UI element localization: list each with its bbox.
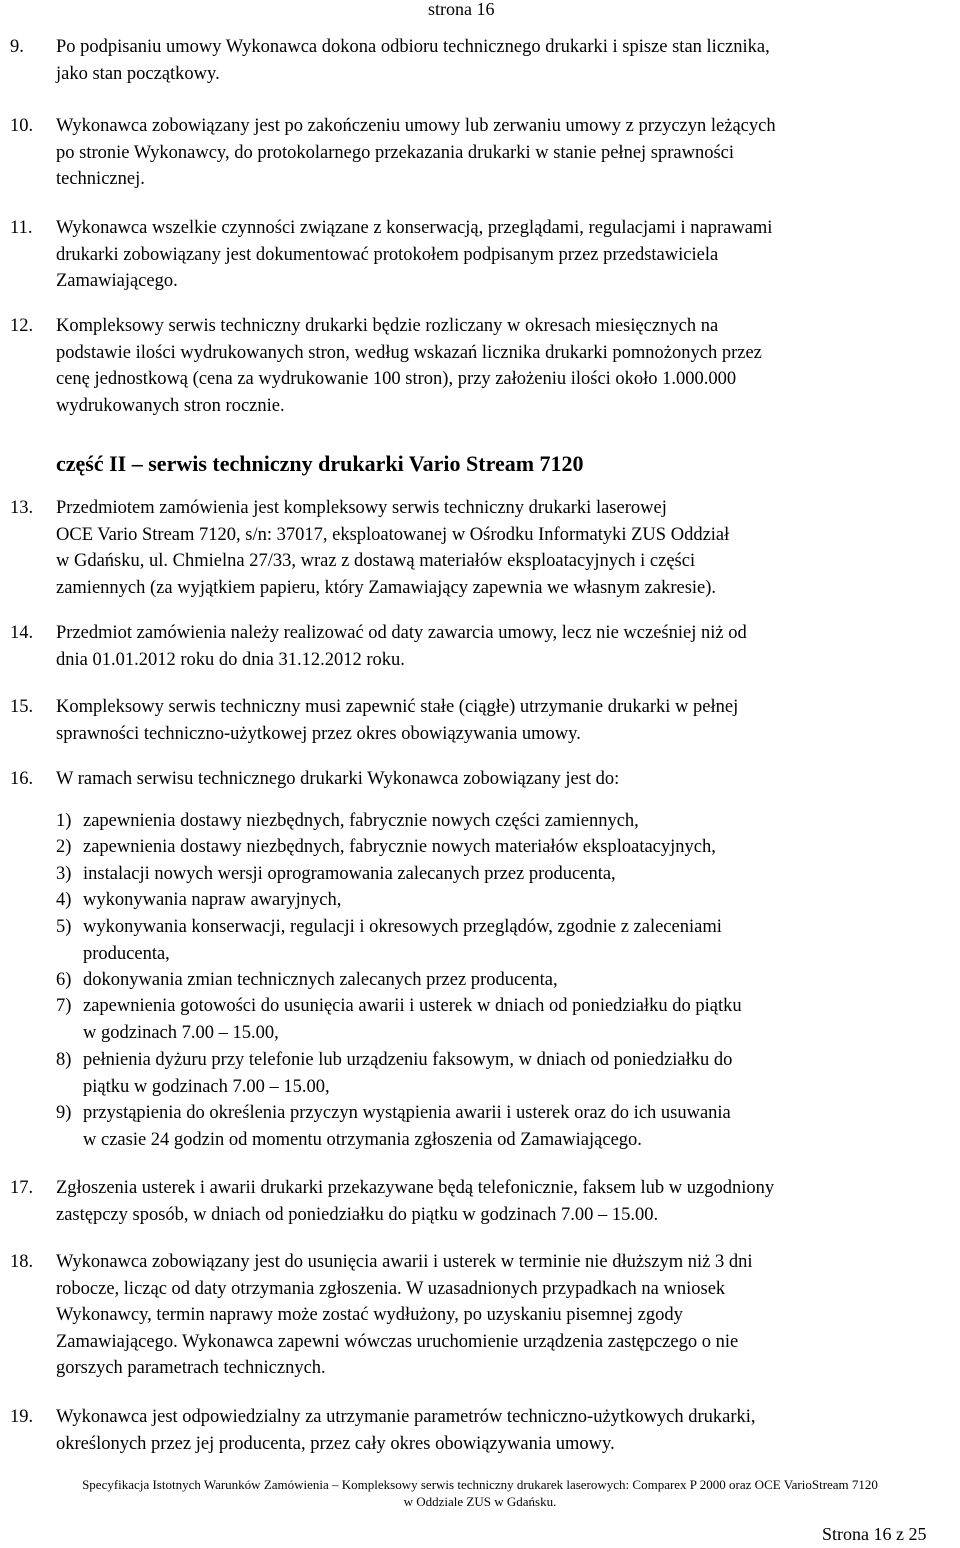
sub-list-item [56,861,956,888]
item-number: 17. [10,1178,34,1198]
footer-line: w Oddziale ZUS w Gdańsku. [403,1494,557,1509]
sub-list-item [56,887,956,914]
sub-item-line: przystąpienia do określenia przyczyn wystąpienia awarii i usterek oraz do ich usuwania [83,1103,731,1123]
list-item [10,113,958,193]
item-number: 11. [10,218,33,238]
sub-item-line: piątku w godzinach 7.00 – 15.00, [83,1076,330,1097]
sub-item-number: 7) [56,996,72,1016]
sub-item-line: producenta, [83,943,170,964]
item-number: 13. [10,498,34,518]
sub-item-line: zapewnienia dostawy niezbędnych, fabrycznie nowych materiałów eksploatacyjnych, [83,837,716,857]
item-number: 12. [10,316,34,336]
item-line: określonych przez jej producenta, przez cały okres obowiązywania umowy. [56,1433,615,1454]
item-number: 15. [10,697,34,717]
page-number-footer: Strona 16 z 25 [822,1524,927,1544]
list-item [10,620,958,673]
sub-item-line: zapewnienia dostawy niezbędnych, fabrycznie nowych części zamiennych, [83,811,639,831]
sub-item-line: zapewnienia gotowości do usunięcia awarii i usterek w dniach od poniedziałku do piątku [83,996,742,1016]
footer-line: Specyfikacja Istotnych Warunków Zamówienia – Kompleksowy serwis techniczny drukarek laserowych: Comparex P 2000 oraz OCE VarioStream 7120 [82,1477,878,1492]
sub-list-item [56,1047,956,1100]
list-item [10,34,958,87]
item-line: W ramach serwisu technicznego drukarki Wykonawca zobowiązany jest do: [56,769,620,789]
list-item [10,495,958,601]
item-line: cenę jednostkową (cena za wydrukowanie 100 stron), przy założeniu ilości około 1.000.000 [56,369,737,389]
section-title: część II – serwis techniczny drukarki Vario Stream 7120 [56,451,584,476]
item-line: Kompleksowy serwis techniczny musi zapewnić stałe (ciągłe) utrzymanie drukarki w pełnej [56,697,739,717]
sub-item-line: w godzinach 7.00 – 15.00, [83,1022,279,1043]
sub-list-item [56,967,956,994]
item-line: robocze, licząc od daty otrzymania zgłoszenia. W uzasadnionych przypadkach na wniosek [56,1278,726,1299]
item-line: Zamawiającego. [56,271,178,291]
sub-item-line: instalacji nowych wersji oprogramowania zalecanych przez producenta, [83,864,616,884]
list-item [10,1404,958,1457]
item-line: po stronie Wykonawcy, do protokolarnego przekazania drukarki w stanie pełnej sprawności [56,142,735,163]
item-number: 9. [10,37,24,57]
item-line: zamiennych (za wyjątkiem papieru, który Zamawiający zapewnia we własnym zakresie). [56,577,717,598]
sub-list-item [56,1100,956,1153]
page-footer [0,1476,960,1510]
list-item [10,215,958,295]
sub-item-line: wykonywania napraw awaryjnych, [83,890,342,910]
sub-item-line: pełnienia dyżuru przy telefonie lub urządzeniu faksowym, w dniach od poniedziałku do [83,1050,733,1070]
list-item [10,313,958,419]
item-line: OCE Vario Stream 7120, s/n: 37017, eksploatowanej w Ośrodku Informatyki ZUS Oddział [56,524,730,545]
item-number: 16. [10,769,34,789]
item-line: w Gdańsku, ul. Chmielna 27/33, wraz z dostawą materiałów eksploatacyjnych i części [56,551,696,571]
item-line: dnia 01.01.2012 roku do dnia 31.12.2012 roku. [56,649,405,670]
item-line: Kompleksowy serwis techniczny drukarki będzie rozliczany w okresach miesięcznych na [56,316,719,336]
sub-item-number: 6) [56,970,72,990]
item-line: Zamawiającego. Wykonawca zapewni wówczas uruchomienie urządzenia zastępczego o nie [56,1331,739,1352]
sub-item-number: 4) [56,890,72,910]
sub-list-item [56,914,956,967]
list-item [10,1175,958,1228]
item-line: drukarki zobowiązany jest dokumentować protokołem podpisanym przez przedstawiciela [56,244,719,265]
sub-list-item [56,993,956,1046]
sub-list-item [56,834,956,861]
page-number-header: strona 16 [428,0,495,19]
list-item [10,1249,958,1382]
item-line: technicznej. [56,169,145,189]
item-line: Po podpisaniu umowy Wykonawca dokona odbioru technicznego drukarki i spisze stan licznika, [56,37,770,57]
item-line: Wykonawca zobowiązany jest do usunięcia awarii i usterek w terminie nie dłuższym niż 3 dni [56,1252,753,1272]
sub-item-number: 9) [56,1103,72,1123]
item-line: Wykonawca wszelkie czynności związane z konserwacją, przeglądami, regulacjami i naprawami [56,218,773,238]
item-line: Wykonawcy, termin naprawy może zostać wydłużony, po uzyskaniu pisemnej zgody [56,1305,683,1325]
sub-item-number: 5) [56,917,72,937]
item-line: zastępczy sposób, w dniach od poniedziałku do piątku w godzinach 7.00 – 15.00. [56,1204,659,1225]
item-number: 14. [10,623,34,643]
item-line: wydrukowanych stron rocznie. [56,395,285,416]
sub-item-number: 8) [56,1050,72,1070]
item-line: jako stan początkowy. [56,63,220,84]
sub-item-number: 2) [56,837,72,857]
item-number: 18. [10,1252,34,1272]
item-line: sprawności techniczno-użytkowej przez okres obowiązywania umowy. [56,723,581,744]
list-item [10,766,958,793]
item-line: Wykonawca zobowiązany jest po zakończeniu umowy lub zerwaniu umowy z przyczyn leżących [56,116,776,136]
list-item [10,694,958,747]
sub-item-line: wykonywania konserwacji, regulacji i okresowych przeglądów, zgodnie z zaleceniami [83,917,722,937]
sub-list-item [56,808,956,835]
item-line: Przedmiotem zamówienia jest kompleksowy serwis techniczny drukarki laserowej [56,498,667,518]
item-number: 19. [10,1407,34,1427]
item-line: podstawie ilości wydrukowanych stron, według wskazań licznika drukarki pomnożonych przez [56,342,762,363]
item-line: Zgłoszenia usterek i awarii drukarki przekazywane będą telefonicznie, faksem lub w uzgodniony [56,1178,775,1198]
item-line: gorszych parametrach technicznych. [56,1358,326,1378]
item-line: Przedmiot zamówienia należy realizować od daty zawarcia umowy, lecz nie wcześniej niż od [56,623,747,643]
sub-item-line: dokonywania zmian technicznych zalecanych przez producenta, [83,970,558,990]
item-number: 10. [10,116,34,136]
sub-item-number: 3) [56,864,72,884]
sub-item-line: w czasie 24 godzin od momentu otrzymania zgłoszenia od Zamawiającego. [83,1129,642,1150]
sub-item-number: 1) [56,811,72,831]
item-line: Wykonawca jest odpowiedzialny za utrzymanie parametrów techniczno-użytkowych drukarki, [56,1407,756,1427]
